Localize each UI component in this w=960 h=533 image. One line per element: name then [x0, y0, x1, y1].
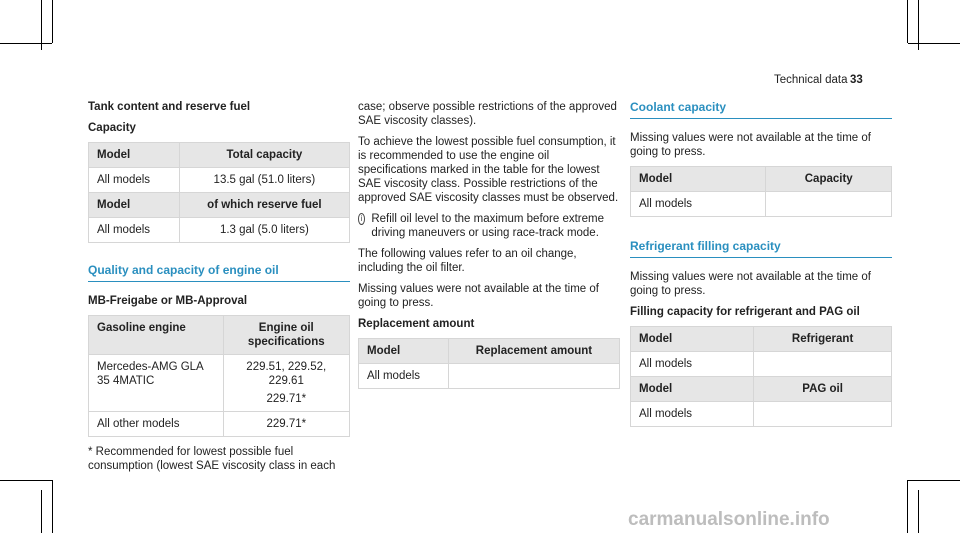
- crop-mark: [0, 43, 52, 44]
- table-cell: [766, 192, 892, 217]
- table-header: Model: [631, 377, 754, 402]
- paragraph: Missing values were not available at the time of going to press.: [630, 271, 871, 297]
- table-cell: All models: [89, 218, 180, 243]
- note-text: Refill oil level to the maximum before extreme driving maneuvers or using race-track mode.: [371, 213, 605, 239]
- oil-spec: 229.71*: [266, 393, 307, 405]
- watermark: carmanualsonline.info: [628, 509, 830, 530]
- table-header: Model: [89, 143, 180, 168]
- crop-mark: [41, 490, 42, 533]
- paragraph: To achieve the lowest possible fuel consumption, it is recommended to use the engine oil specifications marked in the table for the lowest SAE viscosity class. Possible restrictions of the approved SAE viscosity classes must be observed.: [358, 136, 619, 204]
- table-cell: All models: [631, 352, 754, 377]
- section-title: Coolant capacity: [630, 100, 892, 119]
- approval-label: MB-Freigabe or MB-Approval: [88, 295, 248, 307]
- table-header: of which reserve fuel: [179, 193, 349, 218]
- subheading: Filling capacity for refrigerant and PAG oil: [630, 306, 860, 318]
- table-header: Capacity: [766, 167, 892, 192]
- coolant-table: [630, 166, 892, 217]
- crop-mark: [918, 0, 919, 50]
- paragraph: The following values refer to an oil change, including the oil filter.: [358, 248, 577, 274]
- refrigerant-table: [630, 326, 892, 427]
- subheading: Replacement amount: [358, 318, 475, 330]
- table-cell: 1.3 gal (5.0 liters): [179, 218, 349, 243]
- table-header: Model: [89, 193, 180, 218]
- header-title: Technical data: [774, 74, 848, 86]
- column-3: [630, 100, 892, 431]
- table-cell: [448, 364, 619, 389]
- crop-mark: [907, 0, 908, 43]
- table-cell: All models: [631, 402, 754, 427]
- table-header: Model: [631, 167, 766, 192]
- column-1: [88, 100, 350, 480]
- table-cell: 13.5 gal (51.0 liters): [179, 168, 349, 193]
- paragraph: case; observe possible restrictions of the approved SAE viscosity classes).: [358, 101, 617, 127]
- table-cell: All models: [359, 364, 449, 389]
- tank-capacity-table: [88, 142, 350, 243]
- table-cell: [223, 355, 349, 412]
- crop-mark: [52, 480, 53, 533]
- crop-mark: [0, 480, 52, 481]
- crop-mark: [52, 0, 53, 43]
- info-icon: i: [358, 213, 365, 225]
- crop-mark: [41, 0, 42, 50]
- table-cell: 229.71*: [223, 412, 349, 437]
- table-header: Total capacity: [179, 143, 349, 168]
- table-cell: Mercedes-AMG GLA 35 4MATIC: [89, 355, 224, 412]
- table-header: Model: [359, 339, 449, 364]
- table-header: Refrigerant: [754, 327, 892, 352]
- table-header: PAG oil: [754, 377, 892, 402]
- crop-mark: [908, 480, 960, 481]
- footnote: * Recommended for lowest possible fuel consumption (lowest SAE viscosity class in each: [88, 446, 336, 472]
- crop-mark: [908, 43, 960, 44]
- table-header: Gasoline engine: [89, 316, 224, 355]
- capacity-label: Capacity: [88, 122, 136, 134]
- replacement-table: [358, 338, 620, 389]
- column-2: [358, 100, 620, 393]
- table-header: Replacement amount: [448, 339, 619, 364]
- info-note: [358, 212, 620, 247]
- table-cell: All other models: [89, 412, 224, 437]
- section-heading: Tank content and reserve fuel: [88, 101, 251, 113]
- crop-mark: [918, 490, 919, 533]
- crop-mark: [907, 480, 908, 533]
- section-title: Quality and capacity of engine oil: [88, 263, 350, 282]
- table-cell: All models: [631, 192, 766, 217]
- engine-oil-table: [88, 315, 350, 437]
- table-cell: [754, 352, 892, 377]
- table-cell: [754, 402, 892, 427]
- table-header: Model: [631, 327, 754, 352]
- oil-spec: 229.51, 229.52, 229.61: [246, 361, 327, 387]
- page-number: 33: [850, 74, 863, 86]
- table-header: Engine oil specifications: [223, 316, 349, 355]
- section-title: Refrigerant filling capacity: [630, 239, 892, 258]
- paragraph: Missing values were not available at the time of going to press.: [630, 132, 871, 158]
- paragraph: Missing values were not available at the time of going to press.: [358, 283, 599, 309]
- table-cell: All models: [89, 168, 180, 193]
